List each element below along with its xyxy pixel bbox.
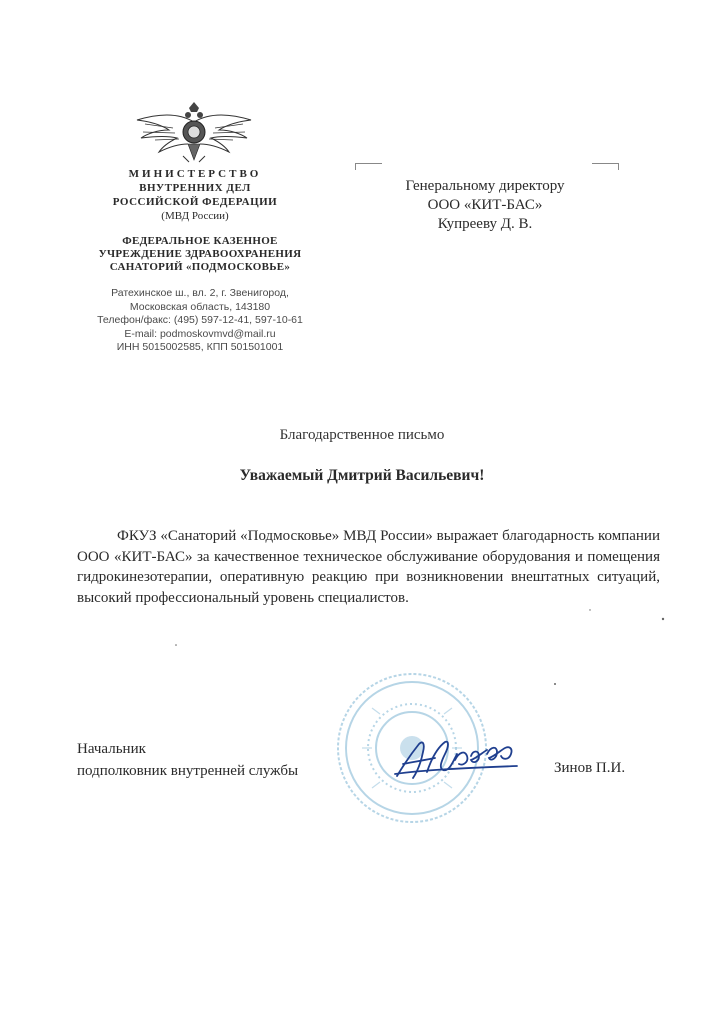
eagle-emblem-icon xyxy=(133,100,255,166)
institution-name: ФЕДЕРАЛЬНОЕ КАЗЕННОЕ xyxy=(122,235,278,247)
email-line: E-mail: podmoskovmvd@mail.ru xyxy=(124,327,276,340)
handwritten-signature-icon xyxy=(393,732,523,782)
institution-name: САНАТОРИЙ «ПОДМОСКОВЬЕ» xyxy=(109,261,291,273)
signatory-position xyxy=(77,738,298,782)
signatory-position-line: подполковник внутренней службы xyxy=(77,763,299,779)
ministry-name: РОССИЙСКОЙ ФЕДЕРАЦИИ xyxy=(112,196,278,208)
ministry-block xyxy=(100,167,290,223)
addressee-block xyxy=(360,177,610,234)
institution-name: УЧРЕЖДЕНИЕ ЗДРАВООХРАНЕНИЯ xyxy=(98,248,302,260)
letter-body: ФКУЗ «Санаторий «Подмосковье» МВД России» выражает благодарность компании ООО «КИТ-БАС» за качественное техническое обслуживание оборудования и помещения гидрокинезотерапии, оперативную реакцию при возникновении внештатных ситуаций, высокий профессиональный уровень специалистов. xyxy=(77,528,660,606)
addressee-name: Купрееву Д. В. xyxy=(437,216,533,232)
addressee-corner-mark xyxy=(355,163,382,170)
ministry-name: МИНИСТЕРСТВО xyxy=(128,168,262,180)
tax-id-line: ИНН 5015002585, КПП 501501001 xyxy=(116,341,284,353)
address-block xyxy=(85,287,315,355)
address-line: Ратехинское ш., вл. 2, г. Звенигород, xyxy=(111,287,289,299)
signatory-name: Зинов П.И. xyxy=(554,760,626,776)
signatory-position-line: Начальник xyxy=(77,741,146,757)
ministry-abbrev: (МВД России) xyxy=(161,210,229,222)
phone-line: Телефон/факс: (495) 597-12-41, 597-10-61 xyxy=(97,314,303,326)
addressee-position: Генеральному директору xyxy=(405,178,565,194)
institution-block xyxy=(90,235,310,274)
ministry-name: ВНУТРЕННИХ ДЕЛ xyxy=(139,182,251,194)
greeting: Уважаемый Дмитрий Васильевич! xyxy=(239,467,485,484)
addressee-company: ООО «КИТ-БАС» xyxy=(427,197,543,213)
addressee-corner-mark xyxy=(592,163,619,170)
address-line: Московская область, 143180 xyxy=(129,300,271,313)
document-title: Благодарственное письмо xyxy=(279,427,445,443)
